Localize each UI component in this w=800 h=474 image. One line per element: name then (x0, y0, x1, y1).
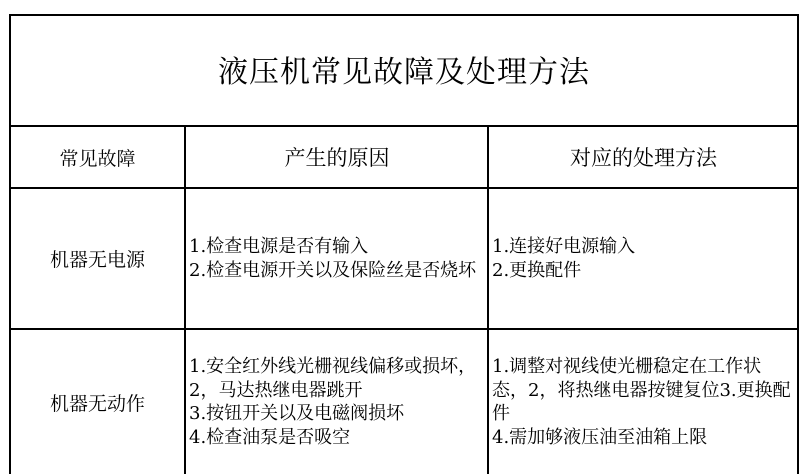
row-1-fault: 机器无电源 (49, 249, 145, 271)
row-2-causes (186, 330, 488, 474)
row-1-cause-2: 2.检查电源开关以及保险丝是否烧坏 (189, 259, 477, 281)
row-2-cause-1: 1.安全红外线光栅视线偏移或损坏，2，马达热继电器跳开 (189, 356, 477, 401)
table-title: 液压机常见故障及处理方法 (218, 55, 590, 90)
header-cause: 产生的原因 (284, 146, 390, 170)
row-2-fault: 机器无动作 (49, 392, 145, 415)
row-2-solution-1: 1.调整对视线使光栅稳定在工作状态，2，将热继电器按键复位3.更换配件 (492, 356, 791, 424)
row-2-solution-2: 4.需加够液压油至油箱上限 (492, 426, 708, 448)
row-1-solutions (489, 189, 798, 328)
row-2-cause-2: 3.按钮开关以及电磁阀损坏 (189, 403, 405, 424)
row-2-cause-3: 4.检查油泵是否吸空 (189, 426, 351, 448)
header-fault: 常见故障 (59, 147, 136, 170)
row-1-cause-1: 1.检查电源是否有输入 (189, 236, 369, 257)
header-solution: 对应的处理方法 (570, 146, 717, 170)
row-1-causes (186, 189, 488, 328)
row-1-solution-2: 2.更换配件 (492, 259, 582, 281)
row-2-solutions (489, 330, 798, 474)
row-1-solution-1: 1.连接好电源输入 (492, 236, 636, 257)
